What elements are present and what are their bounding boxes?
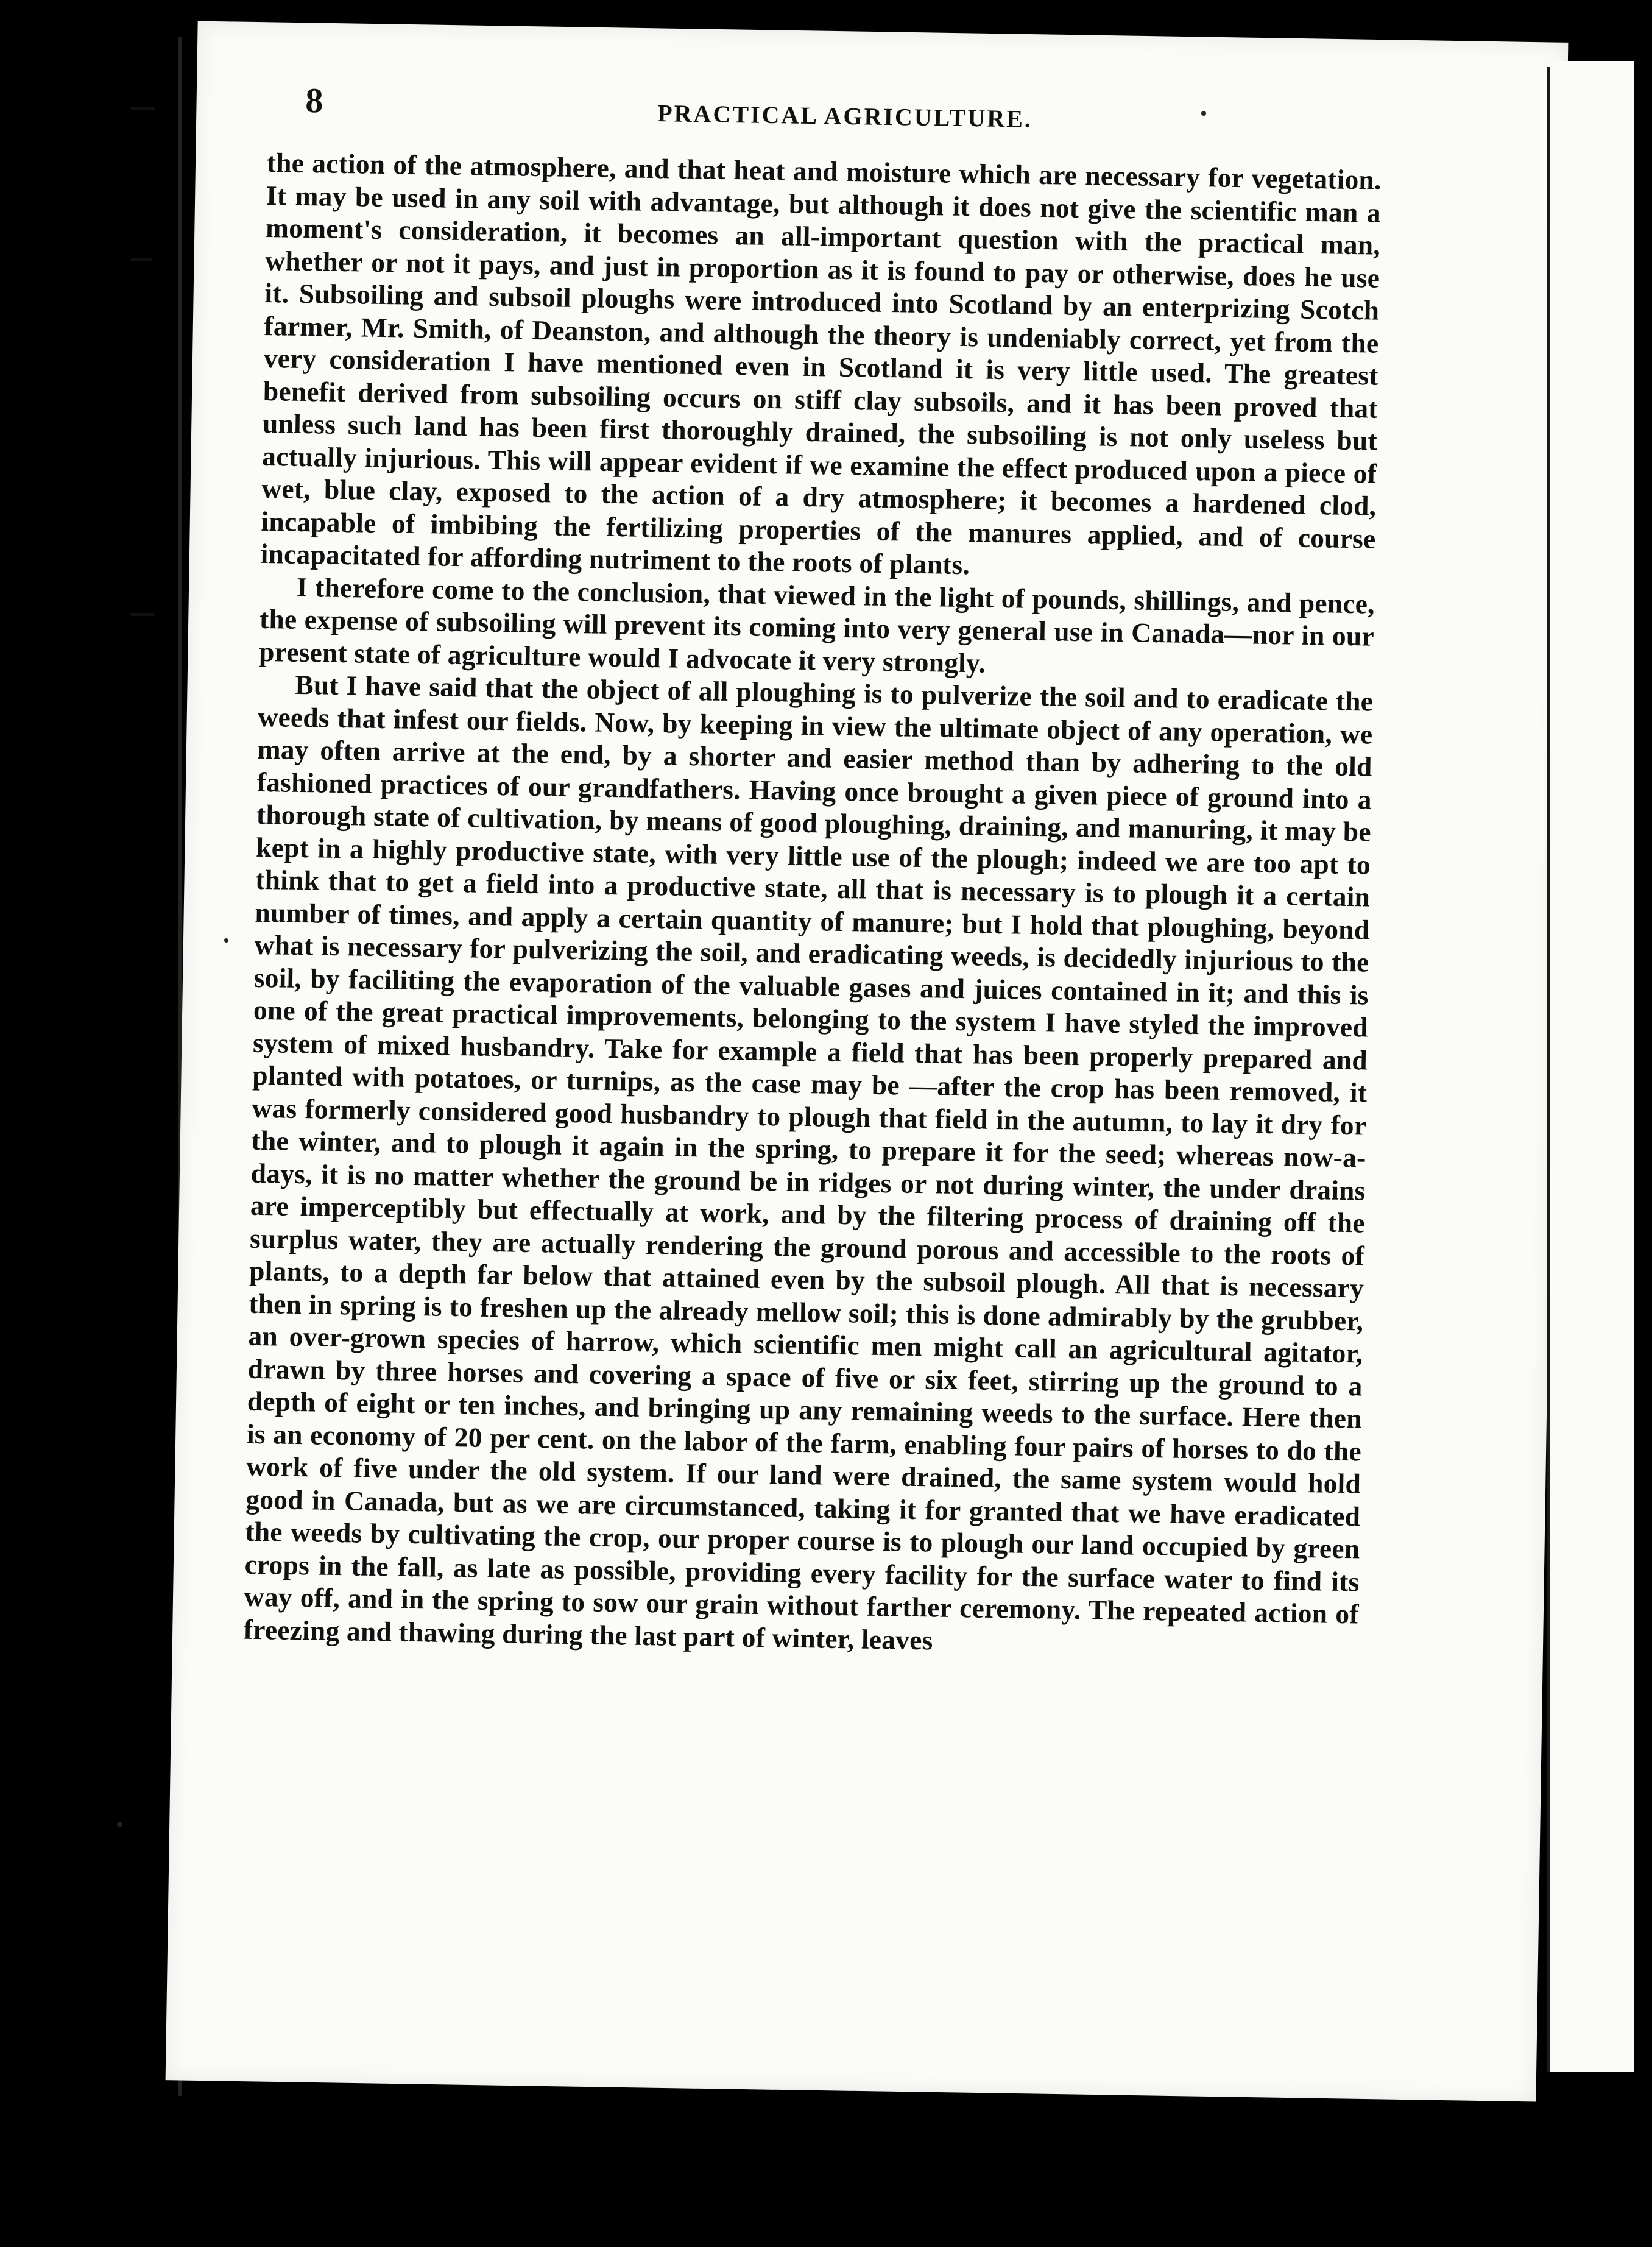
margin-mark <box>130 258 152 261</box>
ink-speck <box>117 1822 122 1827</box>
paragraph: But I have said that the object of all ploughing is to pulverize the soil and to eradicate the weeds that infest our fields. Now, by keeping in view the ultimate object of any operation, we may often arrive at the end, by a shorter and easier method than by adhering to the old fashioned practices of our grandfathers. Having once brought a given piece of ground into a thorough state of cultivation, by means of good ploughing, draining, and manuring, it may be kept in a highly productive state, with very little use of the plough; indeed we are too apt to think that to get a field into a productive state, all that is necessary is to plough it a certain number of times, and apply a certain quantity of manure; but I hold that ploughing, beyond what is necessary for pulverizing the soil, and eradicating weeds, is decidedly injurious to the soil, by faciliting the evaporation of the valuable gases and juices contained in it; and this is one of the great practical improvements, belonging to the system I have styled the improved system of mixed husbandry. Take for example a field that has been properly prepared and planted with potatoes, or turnips, as the case may be —after the crop has been removed, it was formerly considered good husbandry to plough that field in the autumn, to lay it dry for the winter, and to plough it again in the spring, to prepare it for the seed; whereas now-a-days, it is no matter whether the ground be in ridges or not during winter, the under drains are imperceptibly but effectually at work, and by the filtering process of draining off the surplus water, they are actually rendering the ground porous and accessible to the roots of plants, to a depth far below that attained even by the subsoil plough. All that is necessary then in spring is to freshen up the already mellow soil; this is done admirably by the grubber, an over-grown species of harrow, which scientific men might call an agricultural agitator, drawn by three horses and covering a space of five or six feet, stirring up the ground to a depth of eight or ten inches, and bringing up any remaining weeds to the surface. Here then is an economy of 20 per cent. on the labor of the farm, enabling four pairs of horses to do the work of five under the old system. If our land were drained, the same system would hold good in Canada, but as we are circumstanced, taking it for granted that we have eradicated the weeds by cultivating the crop, our proper course is to plough our land occupied by green crops in the fall, as late as possible, providing every facility for the surface water to find its way off, and in the spring to sow our grain without farther ceremony. The repeated action of freezing and thawing during the last part of winter, leaves <box>243 668 1374 1655</box>
paragraph: the action of the atmosphere, and that heat and moisture which are necessary for vegetation. It may be used in any soil with advantage, but although it does not give the scientific man a moment's consideration, it becomes an all-important question with the practical man, whether or not it pays, and just in proportion as it is found to pay or otherwise, does he use it. Subsoiling and subsoil ploughs were introduced into Scotland by an enterprizing Scotch farmer, Mr. Smith, of Deanston, and although the theory is undeniably correct, yet from the very consideration I have mentioned even in Scotland it is very little used. The greatest benefit derived from subsoiling occurs on stiff clay subsoils, and it has been proved that unless such land has been first thoroughly drained, the subsoiling is not only useless but actually injurious. This will appear evident if we examine the effect produced upon a piece of wet, blue clay, exposed to the action of a dry atmosphere; it becomes a hardened clod, incapable of imbibing the fertilizing properties of the manures applied, and of course incapacitated for affording nutriment to the roots of plants. <box>260 146 1382 581</box>
ink-speck <box>224 938 228 943</box>
page-content <box>244 79 1383 1663</box>
paragraph: I therefore come to the conclusion, that viewed in the light of pounds, shillings, and pence, the expense of subsoiling will prevent its coming into very general use in Canada—nor in our present state of agriculture would I advocate it very strongly. <box>258 571 1375 679</box>
margin-mark <box>130 107 155 110</box>
page-number: 8 <box>305 80 323 121</box>
body-text <box>244 146 1382 1663</box>
margin-mark <box>130 613 154 616</box>
running-title: PRACTICAL AGRICULTURE. <box>657 99 1033 133</box>
facing-page-edge <box>1550 61 1634 2072</box>
